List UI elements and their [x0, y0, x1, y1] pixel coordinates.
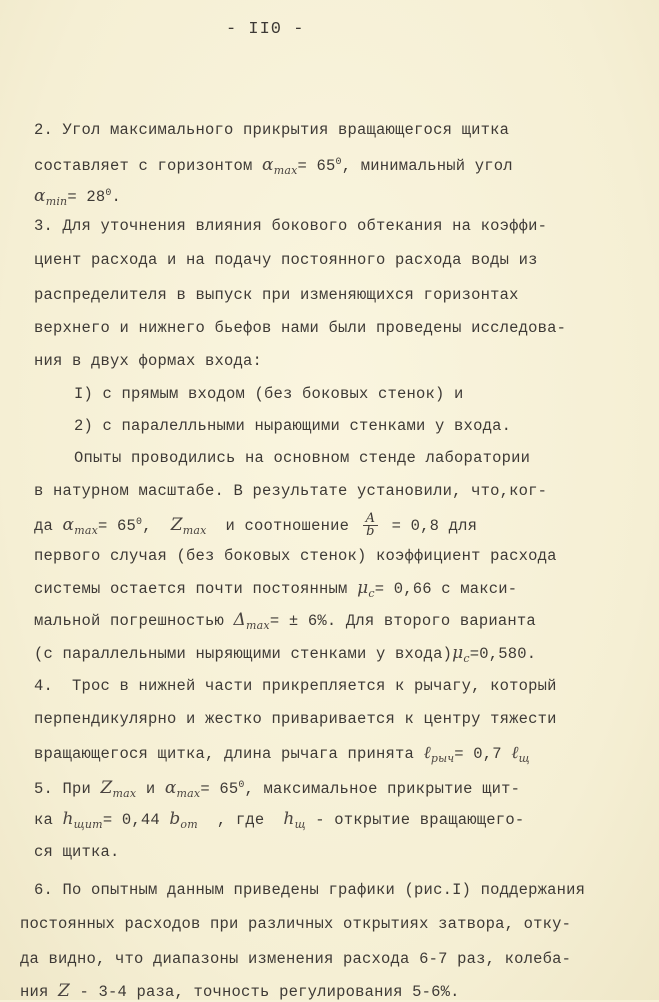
text: ,	[142, 517, 171, 535]
text-line	[34, 709, 557, 729]
text-line	[34, 643, 536, 669]
lever-length-symbol: ℓ$_{рыч}$	[423, 743, 455, 765]
z-symbol: $Z_{max}$	[170, 515, 207, 537]
text-line	[20, 914, 571, 934]
text-line	[34, 184, 121, 212]
text: (с параллельными ныряющими стенками у входа)	[34, 645, 453, 663]
text: в натурном масштабе. В результате установили, что,ког-	[34, 482, 548, 500]
text: , где	[197, 811, 284, 829]
text-line	[34, 481, 547, 501]
text: 2) с паралелльными нырающими стенками у входа.	[74, 417, 512, 435]
list-item	[74, 384, 464, 404]
text-line	[34, 351, 262, 371]
h-symbol: $h_щ$	[283, 809, 306, 831]
text-line	[34, 513, 477, 541]
page-number: - II0 -	[226, 20, 305, 39]
ratio-fraction: $\frac{A}{b}$	[363, 513, 379, 538]
degree: 0	[136, 517, 143, 528]
text-line	[34, 546, 557, 566]
degree: 0	[105, 188, 112, 199]
text-line	[34, 318, 566, 338]
text: = 65	[98, 517, 137, 535]
text: ния	[20, 983, 59, 1001]
text-line	[34, 809, 524, 835]
alpha-symbol: $\alpha_{max}$	[62, 515, 98, 537]
mu-symbol: $\mu_c$	[452, 643, 470, 665]
text: 3. Для уточнения влияния бокового обтекания на коэффи-	[34, 217, 548, 235]
list-item	[74, 416, 511, 436]
text-line	[34, 578, 517, 604]
text: , минимальный угол	[341, 157, 513, 175]
h-shield-symbol: $h_{щит}$	[62, 809, 103, 831]
text-line	[34, 216, 547, 236]
text: 4. Трос в нижней части прикрепляется к рычагу, который	[34, 677, 557, 695]
text: , максимальное прикрытие щит-	[244, 780, 521, 798]
text-line	[34, 610, 536, 636]
text: = 28	[67, 188, 106, 206]
text: верхнего и нижнего бьефов нами были проведены исследова-	[34, 319, 567, 337]
text: =0,580.	[469, 645, 537, 663]
b-opening-symbol: $b_{от}$	[169, 809, 198, 831]
text-line	[34, 743, 530, 769]
text: = 65	[297, 157, 336, 175]
text-line	[34, 842, 120, 862]
text: 6. По опытным данным приведены графики (рис.I) поддержания	[34, 881, 586, 899]
text: I) с прямым входом (без боковых стенок) и	[74, 385, 464, 403]
text-line	[74, 448, 530, 468]
degree: 0	[238, 780, 245, 791]
text-line	[34, 676, 557, 696]
degree: 0	[335, 157, 342, 168]
text-line	[34, 285, 519, 305]
text: = 0,7	[454, 745, 512, 763]
text: первого случая (без боковых стенок) коэффициент расхода	[34, 547, 557, 565]
text: постоянных расходов при различных открытиях затвора, отку-	[20, 915, 572, 933]
text: перпендикулярно и жестко приваривается к центру тяжести	[34, 710, 557, 728]
text: да видно, что диапазоны изменения расхода 6-7 раз, колеба-	[20, 950, 572, 968]
text: = 65	[200, 780, 239, 798]
text: = ± 6%. Для второго варианта	[269, 612, 536, 630]
text: вращающегося щитка, длина рычага принята	[34, 745, 424, 763]
mu-symbol: $\mu_c$	[357, 578, 375, 600]
z-symbol: $Z_{max}$	[100, 778, 137, 800]
text: да	[34, 517, 63, 535]
text: 5. При	[34, 780, 101, 798]
text: мальной погрешностью	[34, 612, 234, 630]
text: ния в двух формах входа:	[34, 352, 263, 370]
text: циент расхода и на подачу постоянного расхода воды из	[34, 251, 538, 269]
text: составляет с горизонтом	[34, 157, 263, 175]
text-line	[34, 880, 585, 900]
text: ка	[34, 811, 63, 829]
z-symbol: Z	[58, 981, 71, 1001]
text-line	[34, 153, 513, 181]
delta-symbol: $\Delta_{max}$	[233, 610, 270, 632]
text-line	[20, 949, 571, 969]
alpha-symbol: $\alpha_{max}$	[164, 778, 201, 800]
text-line	[34, 120, 509, 140]
text: распределителя в выпуск при изменяющихся горизонтах	[34, 286, 519, 304]
shield-length-symbol: ℓ$_щ$	[511, 743, 530, 765]
text: = 0,44	[102, 811, 170, 829]
alpha-symbol: $\alpha_{min}$	[34, 186, 68, 208]
text: системы остается почти постоянным	[34, 580, 358, 598]
text: Опыты проводились на основном стенде лаборатории	[74, 449, 531, 467]
text: - 3-4 раза, точность регулирования 5-6%.	[70, 983, 460, 1001]
text: 2. Угол максимального прикрытия вращающегося щитка	[34, 121, 510, 139]
alpha-symbol: $\alpha_{max}$	[262, 155, 298, 177]
text-line	[20, 981, 460, 1002]
text: и соотношение	[206, 517, 359, 535]
text-line	[34, 776, 520, 804]
text: = 0,66 с макси-	[374, 580, 518, 598]
text: - открытие вращающего-	[305, 811, 525, 829]
text: ся щитка.	[34, 843, 120, 861]
text: и	[136, 780, 165, 798]
text: = 0,8 для	[382, 517, 478, 535]
text: .	[111, 188, 122, 206]
text-line	[34, 250, 538, 270]
